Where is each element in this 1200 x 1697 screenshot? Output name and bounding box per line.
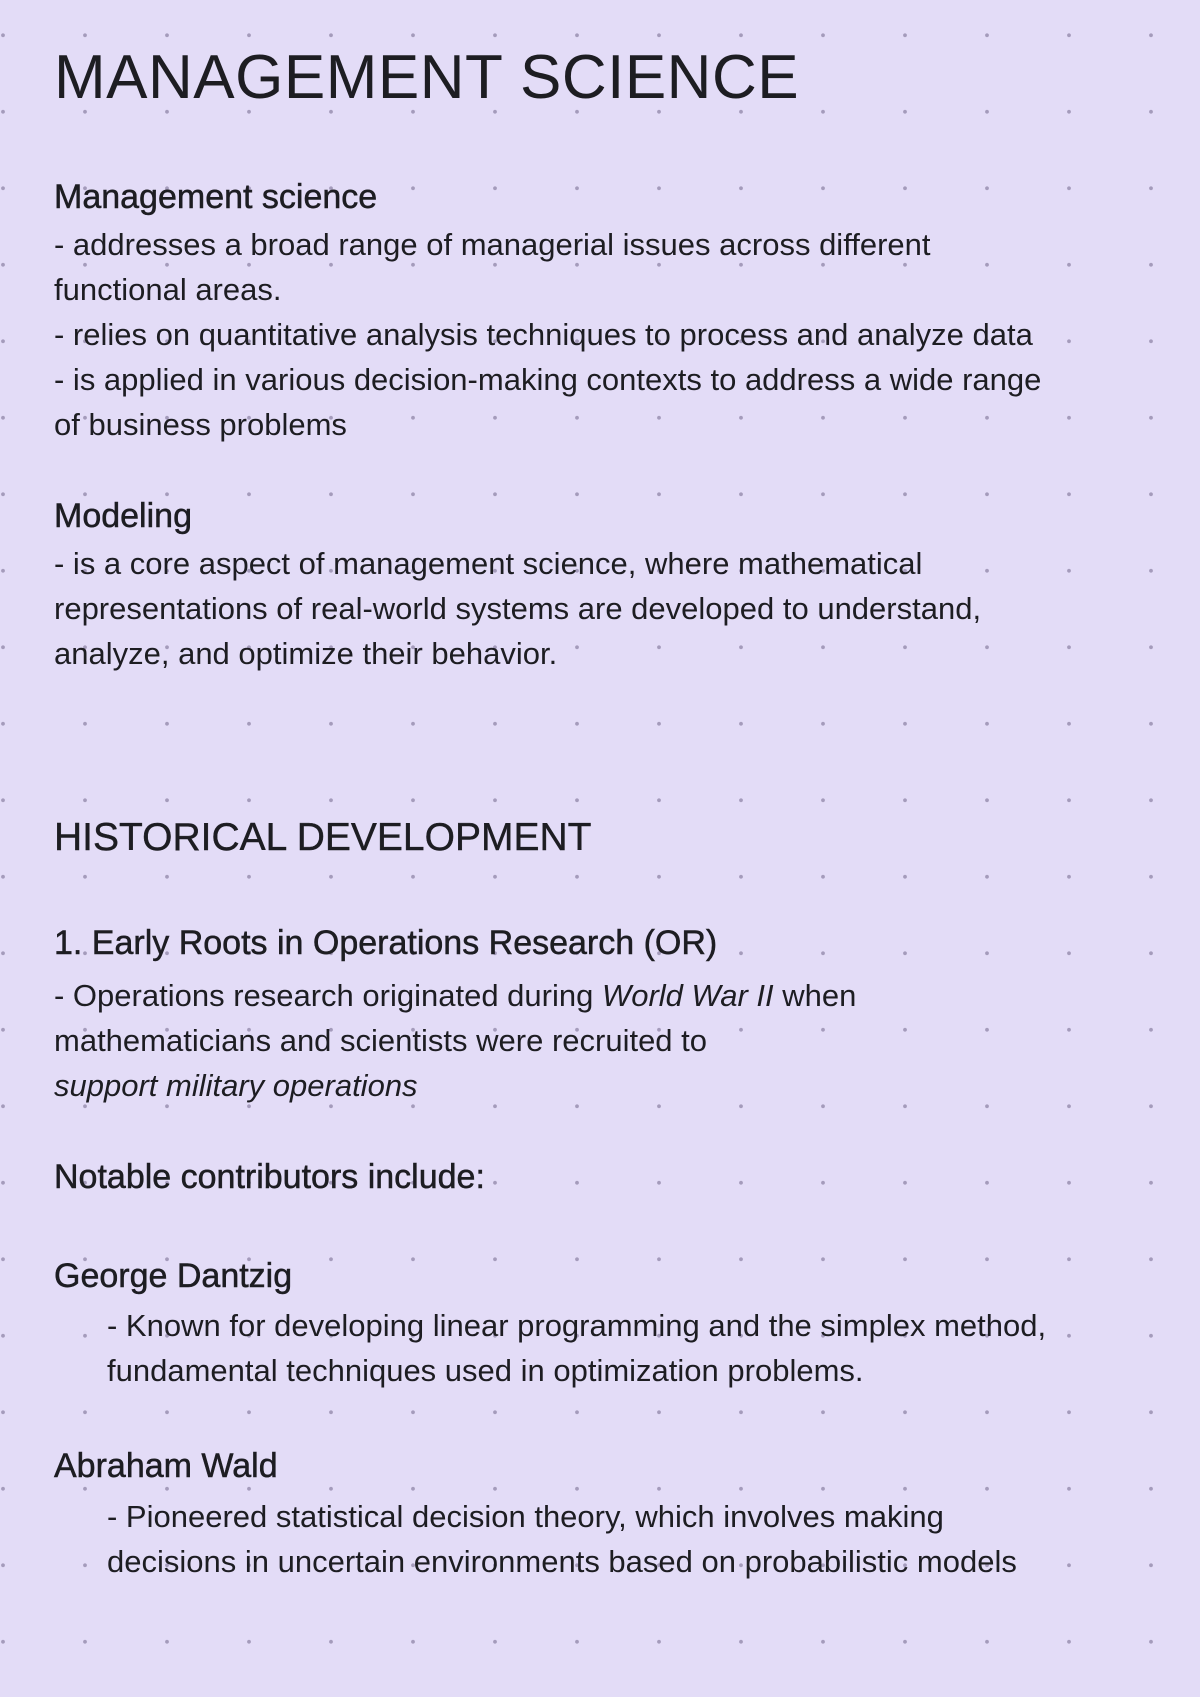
text-line	[54, 973, 1134, 1018]
early-roots-heading: 1. Early Roots in Operations Research (OR)	[54, 924, 718, 962]
management-science-body	[54, 222, 1134, 447]
contributor-description	[107, 1303, 1187, 1393]
modeling-heading: Modeling	[54, 497, 192, 535]
italic-text: support military operations	[54, 1068, 418, 1103]
contributor-name: Abraham Wald	[54, 1447, 278, 1485]
text-segment: when	[773, 978, 857, 1013]
contributor-description	[107, 1494, 1187, 1584]
text-segment: - Operations research originated during	[54, 978, 602, 1013]
early-roots-body	[54, 973, 1134, 1108]
text-line: mathematicians and scientists were recruited to	[54, 1023, 708, 1058]
page-title: MANAGEMENT SCIENCE	[54, 43, 800, 112]
text-line	[54, 1063, 1134, 1108]
text-line: - Known for developing linear programming and the simplex method,	[107, 1308, 1047, 1343]
text-line: - Pioneered statistical decision theory, which involves making	[107, 1499, 944, 1534]
management-science-heading: Management science	[54, 178, 378, 216]
text-line: - addresses a broad range of managerial issues across different	[54, 227, 931, 262]
italic-text: World War II	[601, 978, 774, 1013]
text-line: of business problems	[54, 407, 347, 442]
text-line: decisions in uncertain environments based on probabilistic models	[107, 1544, 1017, 1579]
text-line: - is applied in various decision-making contexts to address a wide range	[54, 362, 1042, 397]
text-line: fundamental techniques used in optimization problems.	[107, 1353, 864, 1388]
text-line: functional areas.	[54, 272, 282, 307]
historical-development-heading: HISTORICAL DEVELOPMENT	[54, 816, 592, 859]
text-line: - is a core aspect of management science, where mathematical	[54, 546, 923, 581]
modeling-body	[54, 541, 1134, 676]
text-line: analyze, and optimize their behavior.	[54, 636, 558, 671]
text-line: representations of real-world systems are developed to understand,	[54, 591, 982, 626]
contributors-heading: Notable contributors include:	[54, 1158, 485, 1196]
text-line: - relies on quantitative analysis techniques to process and analyze data	[54, 317, 1033, 352]
contributor-name: George Dantzig	[54, 1257, 293, 1295]
